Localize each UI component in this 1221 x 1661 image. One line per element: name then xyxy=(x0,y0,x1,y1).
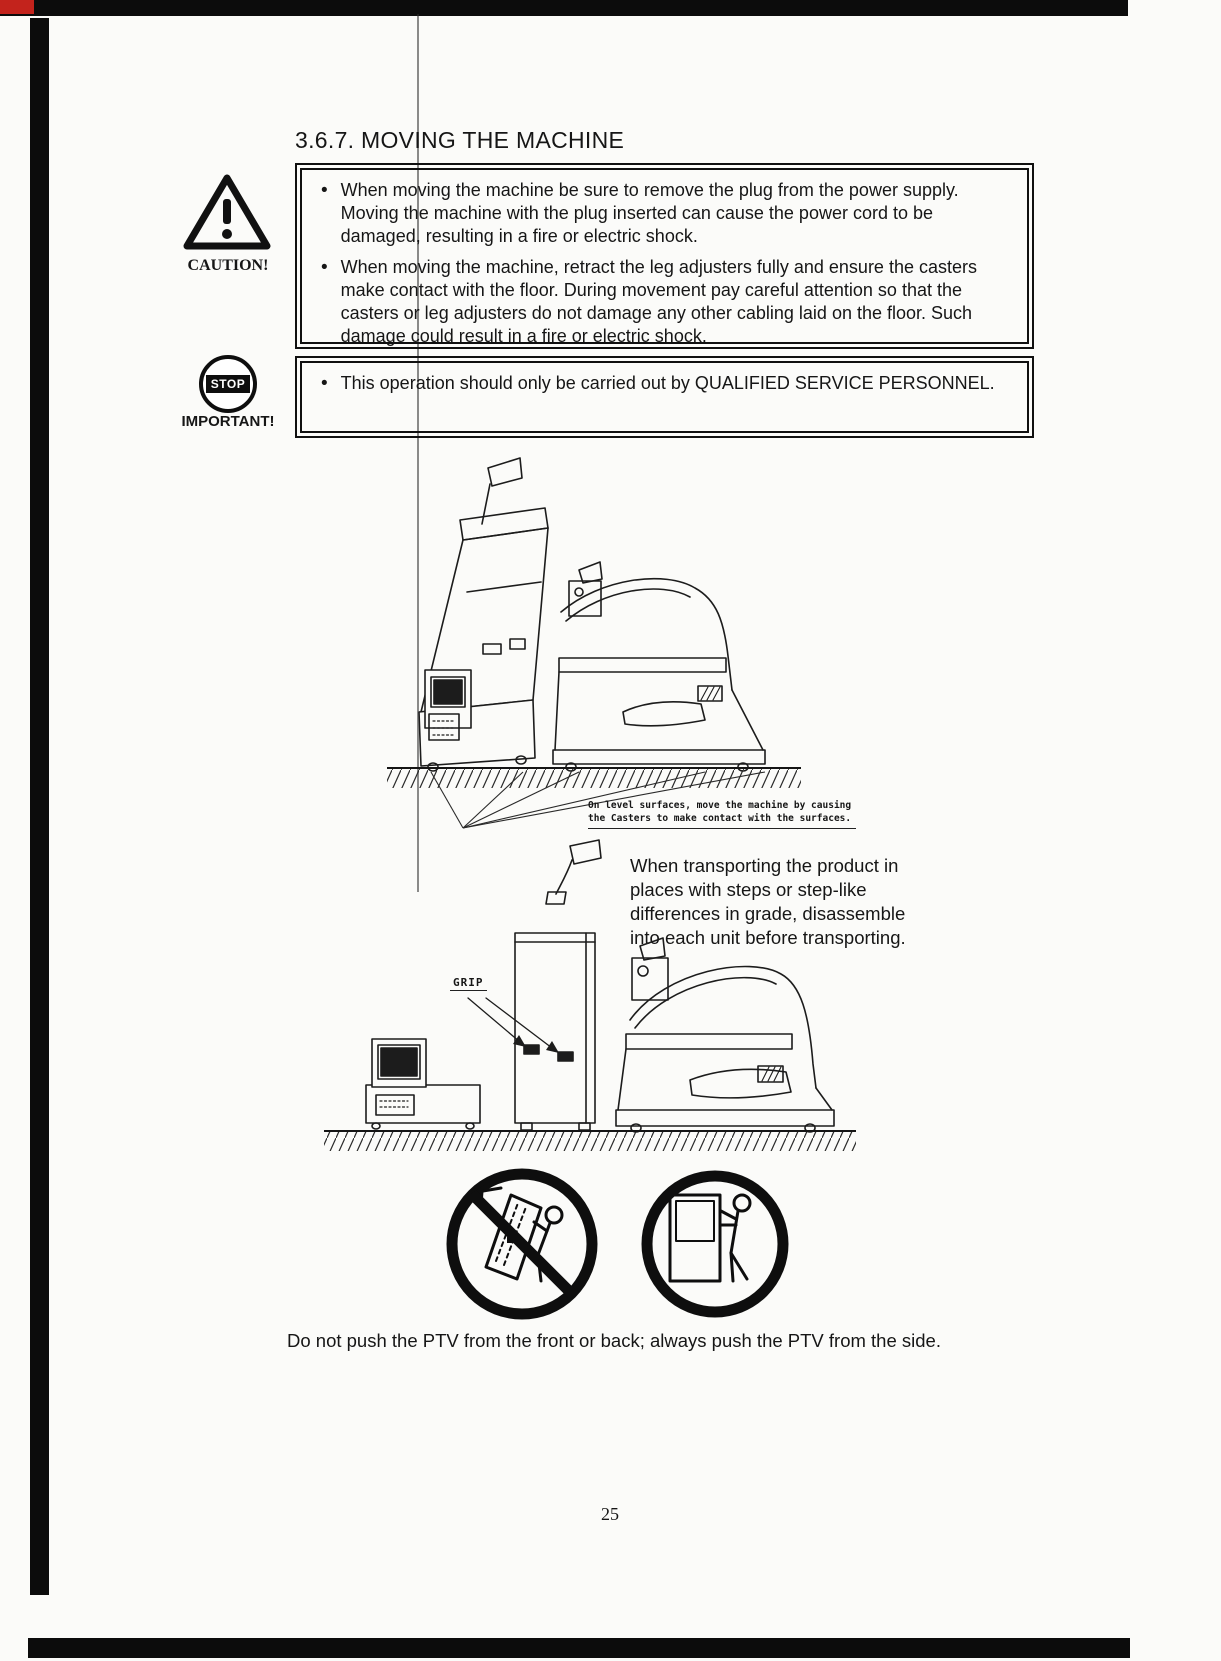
figure-caption-line: On level surfaces, move the machine by causing xyxy=(588,800,852,811)
caution-triangle-icon xyxy=(183,172,271,252)
caution-bullet xyxy=(314,256,1011,348)
no-push-front-back-icon xyxy=(437,1159,607,1329)
caution-bullet xyxy=(314,179,1011,248)
important-bullet-text: • This operation should only be carried out by QUALIFIED SERVICE PERSONNEL. xyxy=(340,373,995,393)
section-title: 3.6.7. MOVING THE MACHINE xyxy=(295,127,625,153)
figure-level-caption xyxy=(588,799,856,829)
important-box xyxy=(295,356,1034,438)
footer-caption: Do not push the PTV from the front or back; always push the PTV from the side. xyxy=(287,1330,941,1351)
page-number: 25 xyxy=(601,1504,619,1524)
top-edge-bar xyxy=(0,0,1128,16)
caution-bullet-text: • When moving the machine, retract the leg adjusters fully and ensure the casters make contact with the floor. During movement pay careful attention so that the casters or leg adjusters do not damage any other cabling laid on the floor. Such damage could result in a fire or electric shock. xyxy=(340,257,977,346)
transport-note: When transporting the product in places with steps or step-like differences in grade, disassemble into each unit before transporting. xyxy=(630,855,906,948)
figure-caption-line: the Casters to make contact with the surfaces. xyxy=(588,813,852,824)
important-label: IMPORTANT! xyxy=(181,413,275,430)
stop-icon-label: STOP xyxy=(206,375,250,393)
bottom-edge-bar xyxy=(28,1638,1130,1658)
grip-label: GRIP xyxy=(450,976,487,991)
push-from-side-icon xyxy=(630,1159,800,1329)
caution-label: CAUTION! xyxy=(187,257,269,274)
caution-box xyxy=(295,163,1034,349)
figure-moving-on-level-surface xyxy=(383,450,853,840)
caution-bullet-text: • When moving the machine be sure to remove the plug from the power supply. Moving the machine with the plug inserted can cause the power cord to be damaged, resulting in a fire or electric shock. xyxy=(340,180,959,246)
left-edge-bar xyxy=(30,18,49,1595)
important-bullet xyxy=(314,372,1011,395)
binding-red-mark xyxy=(0,0,34,14)
figure-disassembled-units xyxy=(318,838,863,1160)
stop-icon xyxy=(199,355,257,413)
